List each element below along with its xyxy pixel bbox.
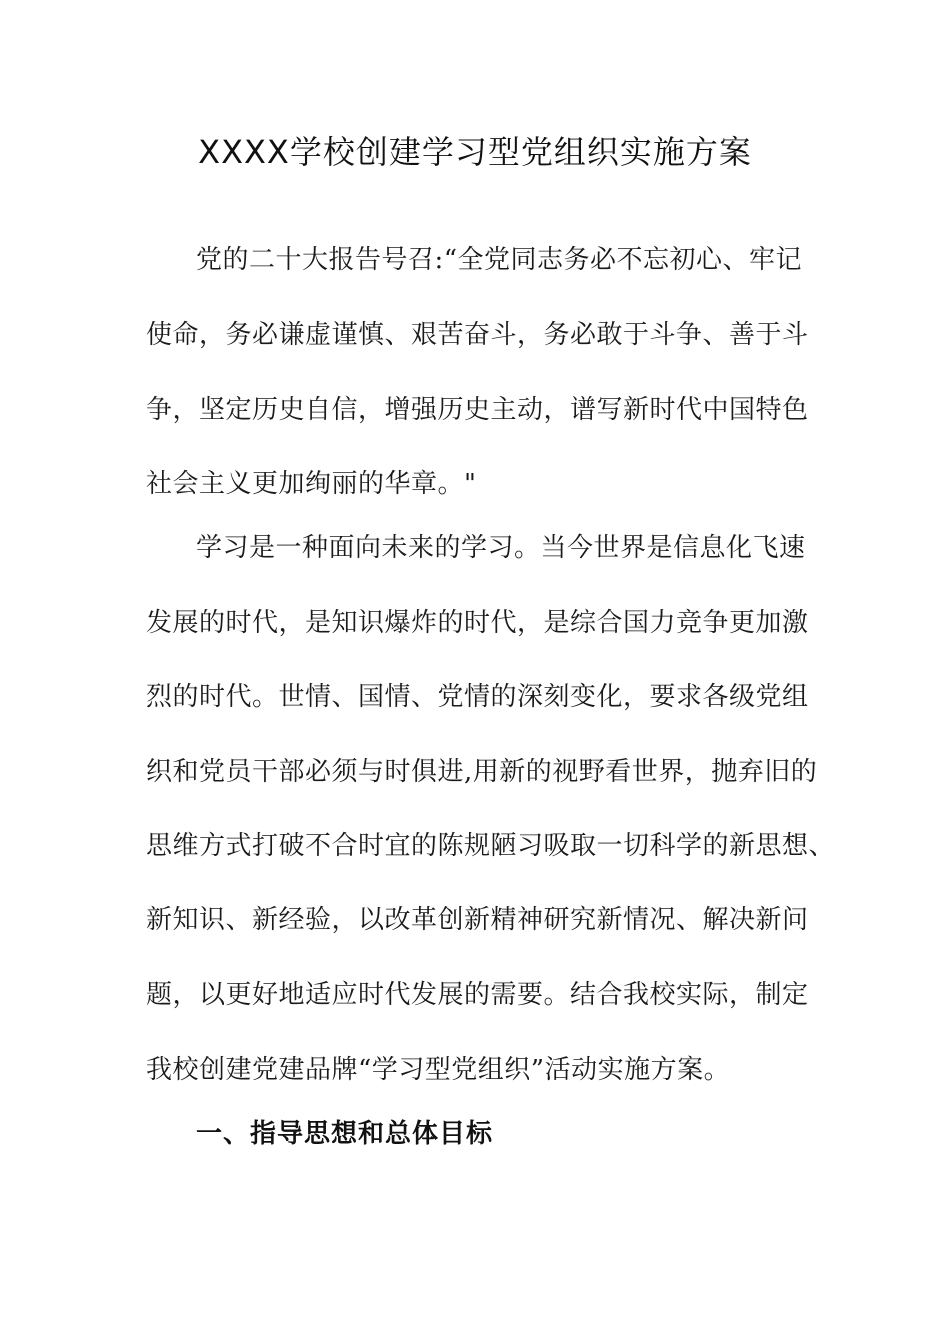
paragraph-2-line-5: 思维方式打破不合时宜的陈规陋习吸取一切科学的新思想、 [146,831,836,861]
paragraph-2-line-4: 织和党员干部必须与时俱进,用新的视野看世界，抛弃旧的 [146,757,818,787]
paragraph-1-line-4: 社会主义更加绚丽的华章。" [146,469,477,499]
paragraph-2-line-1: 学习是一种面向未来的学习。当今世界是信息化飞速 [196,533,806,563]
paragraph-2-line-3: 烈的时代。世情、国情、党情的深刻变化，要求各级党组 [146,682,809,712]
paragraph-2-line-8: 我校创建党建品牌“学习型党组织”活动实施方案。 [146,1055,731,1085]
paragraph-1-line-2: 使命，务必谦虚谨慎、艰苦奋斗，务必敢于斗争、善于斗 [146,320,809,350]
paragraph-2-line-2: 发展的时代，是知识爆炸的时代，是综合国力竞争更加激 [146,608,809,638]
paragraph-1-line-3: 争，坚定历史自信，增强历史主动，谱写新时代中国特色 [146,395,809,425]
document-title: XXXX学校创建学习型党组织实施方案 [198,133,752,171]
paragraph-1-line-1: 党的二十大报告号召:“全党同志务必不忘初心、牢记 [196,245,803,275]
paragraph-2-line-7: 题，以更好地适应时代发展的需要。结合我校实际，制定 [146,980,809,1010]
paragraph-2-line-6: 新知识、新经验，以改革创新精神研究新情况、解决新问 [146,905,809,935]
section-heading: 一、指导思想和总体目标 [196,1119,494,1149]
